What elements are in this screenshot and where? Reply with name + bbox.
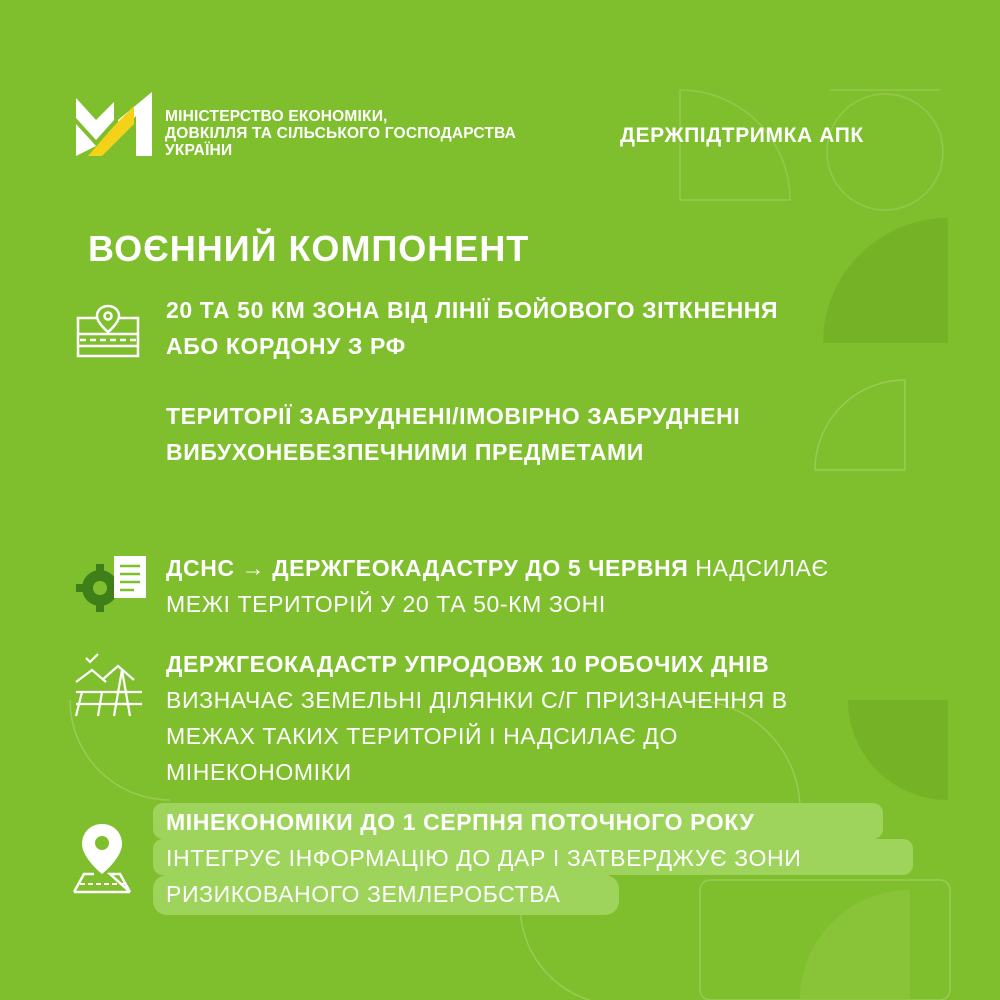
item-4-bold: ДЕРЖГЕОКАДАСТР УПРОДОВЖ 10 РОБОЧИХ ДНІВ — [166, 651, 770, 677]
gear-document-icon — [74, 552, 152, 614]
page-title: ВОЄННИЙ КОМПОНЕНТ — [88, 228, 530, 269]
item-geocadastre — [166, 646, 788, 790]
item-4-line-4: МІНЕКОНОМІКИ — [166, 759, 352, 785]
field-tower-icon — [72, 652, 146, 718]
ministry-name — [165, 108, 516, 159]
item-4-line-2: ВИЗНАЧАЄ ЗЕМЕЛЬНІ ДІЛЯНКИ С/Г ПРИЗНАЧЕННЯ В — [166, 687, 788, 713]
item-5-bold: МІНЕКОНОМІКИ ДО 1 СЕРПНЯ ПОТОЧНОГО РОКУ — [166, 809, 755, 835]
item-dsns — [166, 550, 829, 622]
item-combat-zone — [166, 292, 778, 364]
item-5-line-2: ІНТЕГРУЄ ІНФОРМАЦІЮ ДО ДАР І ЗАТВЕРДЖУЄ ЗОНИ — [166, 845, 802, 871]
item-3-bold: ДСНС → ДЕРЖГЕОКАДАСТРУ ДО 5 ЧЕРВНЯ — [166, 555, 689, 581]
item-5-line-3: РИЗИКОВАНОГО ЗЕМЛЕРОБСТВА — [166, 881, 561, 907]
ministry-name-line-2: ДОВКІЛЛЯ ТА СІЛЬСЬКОГО ГОСПОДАРСТВА — [165, 125, 517, 142]
ministry-name-line-1: МІНІСТЕРСТВО ЕКОНОМІКИ, — [165, 108, 388, 125]
item-1-line-1: 20 ТА 50 КМ ЗОНА ВІД ЛІНІЇ БОЙОВОГО ЗІТКНЕННЯ — [166, 297, 779, 323]
item-3-regular-first: НАДСИЛАЄ — [688, 555, 829, 581]
map-road-pin-icon — [72, 302, 146, 360]
item-1-line-2: АБО КОРДОНУ З РФ — [166, 333, 406, 359]
item-contaminated-territories — [166, 398, 740, 470]
ministry-logo — [74, 90, 156, 156]
item-4-line-3: МЕЖАХ ТАКИХ ТЕРИТОРІЙ І НАДСИЛАЄ ДО — [166, 723, 678, 749]
item-2-line-2: ВИБУХОНЕБЕЗПЕЧНИМИ ПРЕДМЕТАМИ — [166, 439, 644, 465]
ministry-name-line-3: УКРАЇНИ — [165, 142, 233, 159]
header-tag: ДЕРЖПІДТРИМКА АПК — [620, 124, 864, 147]
map-location-pin-icon — [70, 822, 134, 894]
item-2-line-1: ТЕРИТОРІЇ ЗАБРУДНЕНІ/ІМОВІРНО ЗАБРУДНЕНІ — [166, 403, 741, 429]
item-mineconomy — [166, 804, 801, 912]
item-3-line-2: МЕЖІ ТЕРИТОРІЙ У 20 ТА 50-КМ ЗОНІ — [166, 591, 606, 617]
